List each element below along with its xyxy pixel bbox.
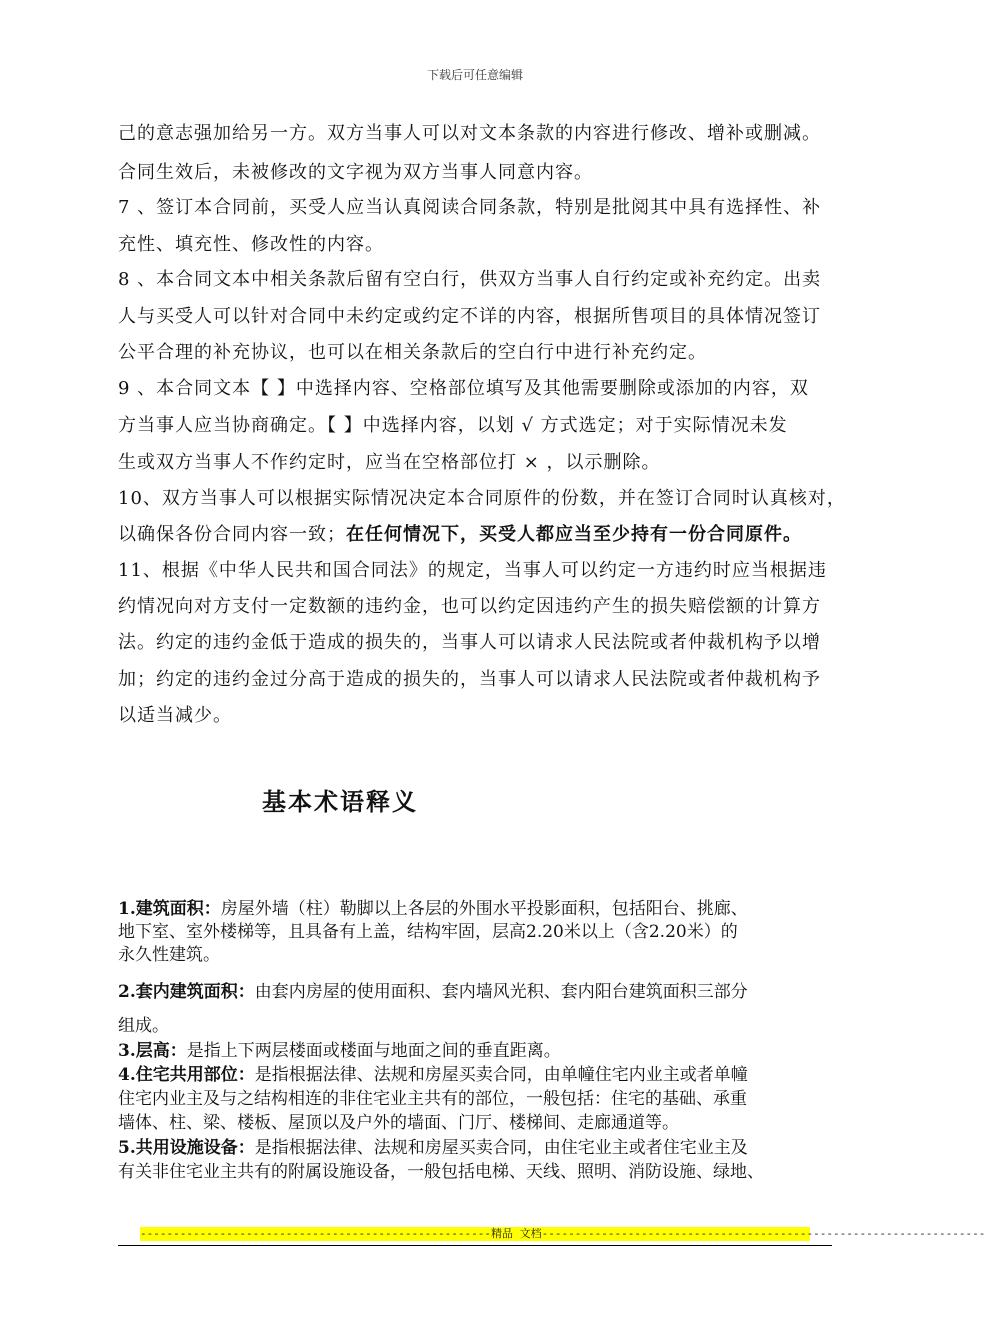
term-text: 是指根据法律、法规和房屋买卖合同，由单幢住宅内业主或者单幢 xyxy=(254,1065,748,1085)
paragraph-line: 法。约定的违约金低于造成的损失的，当事人可以请求人民法院或者仲裁机构予以增 xyxy=(118,632,821,653)
footer-divider xyxy=(118,1245,832,1246)
term-label: 2.套内建筑面积： xyxy=(118,982,255,1002)
term-label: 1.建筑面积： xyxy=(118,899,221,919)
term-text: 是指根据法律、法规和房屋买卖合同，由住宅业主或者住宅业主及 xyxy=(254,1138,748,1158)
paragraph-line: 方当事人应当协商确定。【 】中选择内容，以划 √ 方式选定；对于实际情况未发 xyxy=(118,415,788,436)
term-label: 3.层高： xyxy=(118,1041,187,1061)
term-line: 地下室、室外楼梯等，且具备有上盖，结构牢固，层高2.20米以上（含2.20米）的 xyxy=(118,922,738,942)
paragraph-line: 11、根据《中华人民共和国合同法》的规定，当事人可以约定一方违约时应当根据违 xyxy=(118,560,827,581)
term-line xyxy=(118,1137,848,1160)
paragraph-text: 以确保各份合同内容一致； xyxy=(118,524,346,545)
paragraph-line: 约情况向对方支付一定数额的违约金，也可以约定因违约产生的损失赔偿额的计算方 xyxy=(118,596,821,617)
footer-watermark-band: -----------------------------------------------------精品 文档------------------------------------------------------------------- xyxy=(140,1227,985,1240)
term-line: 永久性建筑。 xyxy=(118,945,220,965)
paragraph-line: 充性、填充性、修改性的内容。 xyxy=(118,234,384,255)
term-line: 有关非住宅业主共有的附属设施设备，一般包括电梯、天线、照明、消防设施、绿地、 xyxy=(118,1162,764,1182)
bold-clause: 在任何情况下，买受人都应当至少持有一份合同原件。 xyxy=(346,524,802,545)
term-label: 4.住宅共用部位： xyxy=(118,1065,255,1085)
paragraph-line: 7 、签订本合同前，买受人应当认真阅读合同条款，特别是批阅其中具有选择性、补 xyxy=(118,197,822,218)
section-title: 基本术语释义 xyxy=(262,787,418,816)
paragraph-line xyxy=(118,517,848,553)
term-line xyxy=(118,1064,848,1087)
term-text: 由套内房屋的使用面积、套内墙风光积、套内阳台建筑面积三部分 xyxy=(254,982,748,1002)
paragraph-line: 己的意志强加给另一方。双方当事人可以对文本条款的内容进行修改、增补或删减。 xyxy=(118,123,821,144)
header-note: 下载后可任意编辑 xyxy=(426,68,523,82)
term-label: 5.共用设施设备： xyxy=(118,1138,255,1158)
paragraph-line: 9 、本合同文本【 】中选择内容、空格部位填写及其他需要删除或添加的内容，双 xyxy=(118,378,809,399)
paragraph-line: 人与买受人可以针对合同中未约定或约定不详的内容，根据所售项目的具体情况签订 xyxy=(118,306,821,327)
term-line: 墙体、柱、梁、楼板、屋顶以及户外的墙面、门厅、楼梯间、走廊通道等。 xyxy=(118,1113,679,1133)
paragraph-line: 10、双方当事人可以根据实际情况决定本合同原件的份数，并在签订合同时认真核对， xyxy=(118,488,846,509)
paragraph-line: 8 、本合同文本中相关条款后留有空白行，供双方当事人自行约定或补充约定。出卖 xyxy=(118,269,822,290)
term-text: 房屋外墙（柱）勒脚以上各层的外围水平投影面积，包括阳台、挑廊、 xyxy=(220,899,748,919)
paragraph-line: 加；约定的违约金过分高于造成的损失的，当事人可以请求人民法院或者仲裁机构予 xyxy=(118,669,821,690)
paragraph-line: 公平合理的补充协议，也可以在相关条款后的空白行中进行补充约定。 xyxy=(118,342,707,363)
term-line: 住宅内业主及与之结构相连的非住宅业主共有的部位，一般包括：住宅的基础、承重 xyxy=(118,1089,747,1109)
term-line: 组成。 xyxy=(118,1016,169,1036)
paragraph-line: 生或双方当事人不作约定时，应当在空格部位打 × ，以示删除。 xyxy=(118,452,661,473)
paragraph-line: 以适当减少。 xyxy=(118,705,232,726)
term-line xyxy=(118,898,848,921)
paragraph-line: 合同生效后，未被修改的文字视为双方当事人同意内容。 xyxy=(118,162,593,183)
term-line xyxy=(118,981,848,1004)
term-line xyxy=(118,1040,848,1063)
term-text: 是指上下两层楼面或楼面与地面之间的垂直距离。 xyxy=(186,1041,561,1061)
